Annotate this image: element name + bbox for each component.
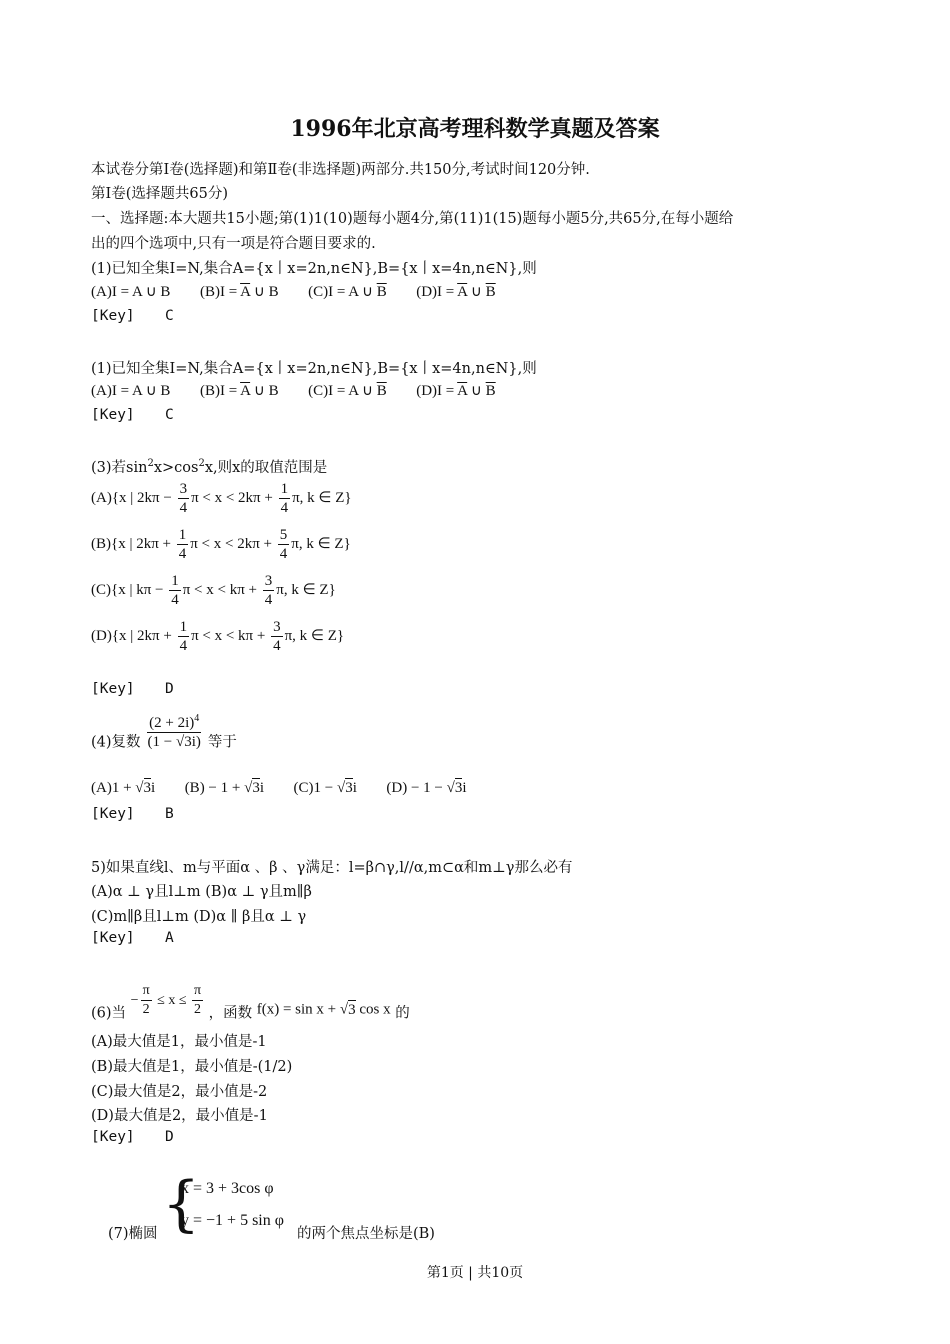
q1b-option-d: $(D)I = \overline{A}$ ∪ $\overline{B}$ [416, 383, 496, 399]
q3-option-c: (C){x | kπ − $\frac{1}{4}$ π < x < kπ + $\frac{3}{4}$ π, k ∈ Z} [91, 573, 336, 608]
q7-text: 的两个焦点坐标是(B) [297, 1226, 435, 1242]
q4-option-c: (C)1 − √3i [293, 780, 357, 796]
q6-key: [Key] D [91, 1129, 174, 1145]
q3-option-a: (A){x | 2kπ − $\frac{3}{4}$ π < x < 2kπ + $\frac{1}{4}$ π, k ∈ Z} [91, 481, 352, 516]
q7-equation-x: x = 3 + 3cos φ [181, 1180, 274, 1197]
q1b-option-b: $(B)I = \overline{A}$ ∪ B [199, 383, 279, 399]
page-title: 1996年北京高考理科数学真题及答案 [290, 116, 660, 142]
q6-option-c: (C)最大值是2，最小值是-2 [91, 1084, 268, 1100]
q3-option-d: (D){x | 2kπ + $\frac{1}{4}$ π < x < kπ + $\frac{3}{4}$ π, k ∈ Z} [91, 619, 345, 654]
q6-option-d: (D)最大值是2，最小值是-1 [91, 1108, 268, 1124]
q7-equation-y: y = −1 + 5 sin φ [181, 1212, 284, 1229]
q7-label: (7)椭圆 [108, 1226, 158, 1242]
q1b-key: [Key] C [91, 407, 174, 423]
q5-options-ab: (A)α ⊥ γ且l⊥m (B)α ⊥ γ且m∥β [91, 884, 312, 900]
q1-option-b: $(B)I = \overline{A}$ ∪ B [199, 284, 279, 300]
q1-option-d: $(D)I = \overline{A}$ ∪ $\overline{B}$ [416, 284, 496, 300]
system-brace: { [162, 1169, 201, 1239]
q4-option-a: (A)1 + √3i [91, 780, 156, 796]
q3-option-b: (B){x | 2kπ + $\frac{1}{4}$ π < x < 2kπ + $\frac{5}{4}$ π, k ∈ Z} [91, 527, 351, 562]
q1b-option-a: (A)I = A ∪ B [91, 383, 171, 399]
q1-key: [Key] C [91, 308, 174, 324]
q4-key: [Key] B [91, 806, 174, 822]
q1b-option-c: (C)I = A ∪ $\overline{B}$ [308, 383, 387, 399]
q1-options [91, 282, 496, 301]
intro-text: 本试卷分第Ⅰ卷(选择题)和第Ⅱ卷(非选择题)两部分.共150分,考试时间120分钟. [91, 162, 590, 178]
q5-options-cd: (C)m∥β且l⊥m (D)α ∥ β且α ⊥ γ [91, 909, 307, 925]
q6-stem: (6)当 − $\frac{\pi}{2}$ ≤ x ≤ $\frac{\pi}{2}$ ，函数 f(x) = sin x + √3 cos x 的 [91, 983, 410, 1022]
q5-key: [Key] A [91, 930, 174, 946]
q4-option-b: (B) − 1 + √3i [184, 780, 265, 796]
part1-heading: 第Ⅰ卷(选择题共65分) [91, 186, 228, 202]
q1b-stem: (1)已知全集I=N,集合A={x丨x=2n,n∈N},B={x丨x=4n,n∈N},则 [91, 361, 537, 377]
q1-stem: (1)已知全集I=N,集合A={x丨x=2n,n∈N},B={x丨x=4n,n∈N},则 [91, 261, 537, 277]
q4-option-d: (D) − 1 − √3i [386, 780, 467, 796]
section-instructions-line1: 一、选择题:本大题共15小题;第(1)1(10)题每小题4分,第(11)1(15)题每小题5分,共65分,在每小题给 [91, 211, 734, 227]
q3-key: [Key] D [91, 681, 174, 697]
q4-stem: (4)复数 $\frac{(2 + 2i)^4}{(1 - √3i)}$ 等于 [91, 710, 237, 752]
q1-option-a: (A)I = A ∪ B [91, 284, 171, 300]
q1-option-c: (C)I = A ∪ $\overline{B}$ [308, 284, 387, 300]
q4-options [91, 780, 467, 797]
q5-stem: 5)如果直线l、m与平面α 、β 、γ满足：l=β∩γ,l//α,m⊂α和m⊥γ那么必有 [91, 860, 573, 876]
q6-option-a: (A)最大值是1，最小值是-1 [91, 1034, 267, 1050]
section-instructions-line2: 出的四个选项中,只有一项是符合题目要求的. [91, 236, 376, 252]
q3-stem: (3)若$\sin^2x>\cos^2x$,则x的取值范围是 [91, 458, 328, 476]
q6-option-b: (B)最大值是1，最小值是-(1/2) [91, 1059, 293, 1075]
page-footer: 第1页 | 共10页 [426, 1265, 524, 1281]
q1b-options [91, 381, 496, 400]
